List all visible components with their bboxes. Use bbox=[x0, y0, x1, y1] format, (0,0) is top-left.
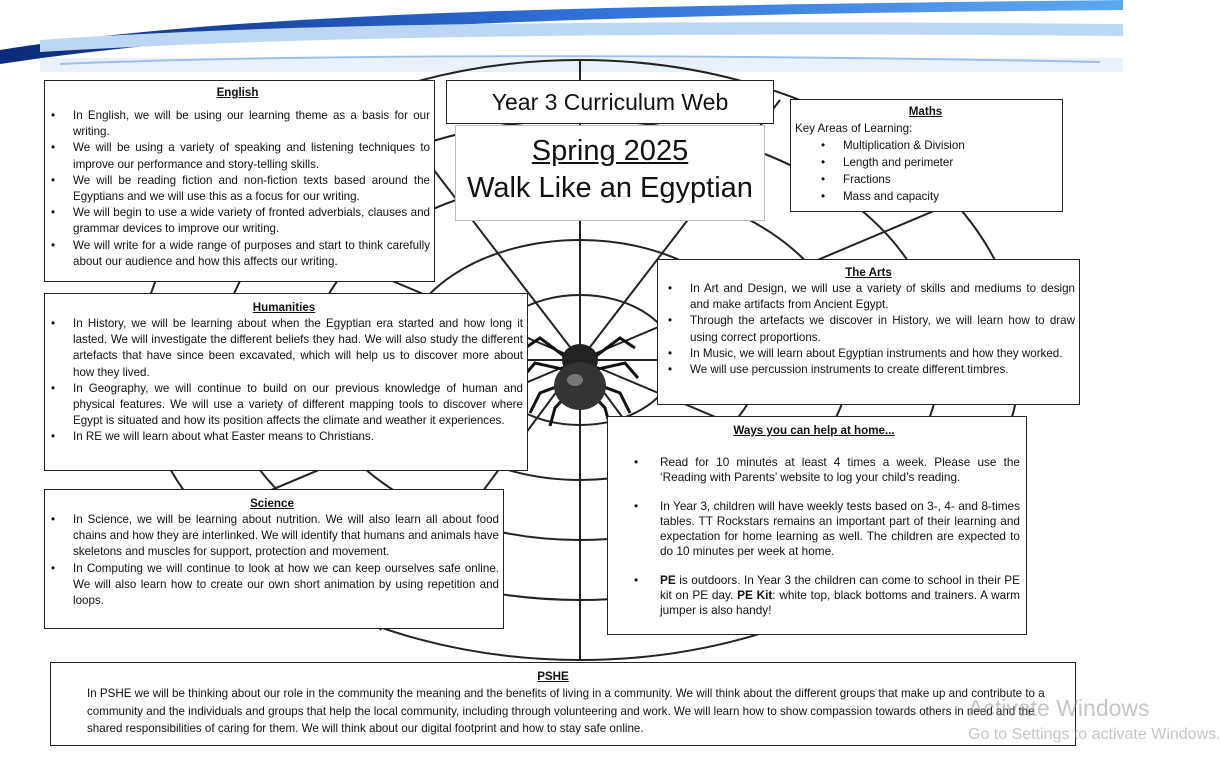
pe-kit-label: PE Kit bbox=[737, 588, 773, 602]
list-item: • Fractions bbox=[815, 171, 1056, 188]
list-item: • Multiplication & Division bbox=[815, 137, 1056, 154]
pshe-text: In PSHE we will be thinking about our role in the community the meaning and the benefits of living in a community. We will think about the different groups that make up and contribute to a community and the individuals and groups that help the local community, including through volunteering and work. We will learn how to show compassion towards others in need and the shared responsibilities of caring for them. We will think about our digital footprint and how to stay safe online. bbox=[87, 687, 1045, 736]
term-label: Spring 2025 bbox=[531, 135, 689, 167]
humanities-section bbox=[44, 293, 528, 471]
list-item: • We will write for a wide range of purposes and start to think carefully about our audience and how this affects our writing. bbox=[45, 238, 430, 270]
arts-section bbox=[657, 259, 1080, 405]
help-at-home-section bbox=[607, 416, 1027, 635]
list-item: • In Geography, we will continue to build on our previous knowledge of human and physical features. We will use a variety of different mapping tools to discover where Egypt is situated and how its position affects the climate and weather it experiences. bbox=[45, 381, 523, 430]
list-item: • Read for 10 minutes at least 4 times a week. Please use the ‘Reading with Parents’ website to log your child’s reading. bbox=[628, 455, 1020, 485]
watermark-line-2: Go to Settings to activate Windows. bbox=[968, 726, 1221, 743]
maths-heading: Maths bbox=[908, 105, 943, 118]
maths-section bbox=[790, 99, 1063, 212]
pshe-section bbox=[50, 662, 1076, 746]
spider-illustration bbox=[520, 318, 640, 428]
pe-text-2: : white top, black bottoms and trainers. A warm jumper is also handy! bbox=[660, 588, 1020, 617]
list-item bbox=[628, 573, 1020, 618]
list-item: • In Art and Design, we will use a variety of skills and mediums to design and make artifacts from Ancient Egypt. bbox=[662, 281, 1075, 313]
list-item: • We will be using a variety of speaking and listening techniques to improve our performance and story-telling skills. bbox=[45, 140, 430, 172]
list-item: • Length and perimeter bbox=[815, 154, 1056, 171]
science-section bbox=[44, 489, 504, 629]
list-item: • Through the artefacts we discover in History, we will learn how to draw using correct proportions. bbox=[662, 313, 1075, 345]
english-heading: English bbox=[216, 86, 259, 99]
list-item: • In History, we will be learning about when the Egyptian era started and how long it lasted. We will investigate the different beliefs they had. We will also study the different artefacts that have since been excavated, which will help us to discover more about how they lived. bbox=[45, 316, 523, 381]
pe-text-1: is outdoors. In Year 3 the children can come to school in their PE kit on PE day. bbox=[660, 573, 1020, 602]
pshe-heading: PSHE bbox=[537, 670, 569, 683]
list-item: • In Year 3, children will have weekly tests based on 3-, 4- and 8-times tables. TT Rockstars remains an important part of their learning and expectation for home learning as well. The children are expected to do 10 minutes per week at home. bbox=[628, 499, 1020, 559]
list-item: • In RE we will learn about what Easter means to Christians. bbox=[45, 429, 523, 445]
theme-label: Walk Like an Egyptian bbox=[467, 172, 753, 204]
term-theme-box bbox=[455, 125, 765, 221]
list-item: • We will begin to use a wide variety of fronted adverbials, clauses and grammar devices to improve our writing. bbox=[45, 205, 430, 237]
watermark-line-1: Activate Windows bbox=[968, 695, 1150, 721]
pe-label: PE bbox=[660, 573, 676, 587]
arts-heading: The Arts bbox=[845, 266, 892, 279]
humanities-heading: Humanities bbox=[252, 301, 316, 314]
list-item: • In Science, we will be learning about nutrition. We will also learn all about food chains and how they are interlinked. We will identify that humans and animals have skeletons and muscles for support, protection and movement. bbox=[45, 512, 499, 561]
list-item: • We will use percussion instruments to create different timbres. bbox=[662, 362, 1075, 378]
page-title: Year 3 Curriculum Web bbox=[446, 80, 774, 124]
science-heading: Science bbox=[250, 497, 294, 510]
windows-activation-watermark bbox=[968, 695, 1221, 744]
list-item: • We will be reading fiction and non-fiction texts based around the Egyptians and we will use this as a focus for our writing. bbox=[45, 173, 430, 205]
help-heading: Ways you can help at home... bbox=[733, 424, 895, 437]
list-item: • Mass and capacity bbox=[815, 188, 1056, 205]
list-item: • In English, we will be using our learning theme as a basis for our writing. bbox=[45, 108, 430, 140]
english-section bbox=[44, 80, 435, 282]
maths-intro: Key Areas of Learning: bbox=[795, 122, 913, 135]
list-item: • In Music, we will learn about Egyptian instruments and how they worked. bbox=[662, 346, 1075, 362]
list-item: • In Computing we will continue to look at how we can keep ourselves safe online. We will also learn how to create our own short animation by using repetition and loops. bbox=[45, 561, 499, 610]
header-banner bbox=[0, 0, 1123, 80]
